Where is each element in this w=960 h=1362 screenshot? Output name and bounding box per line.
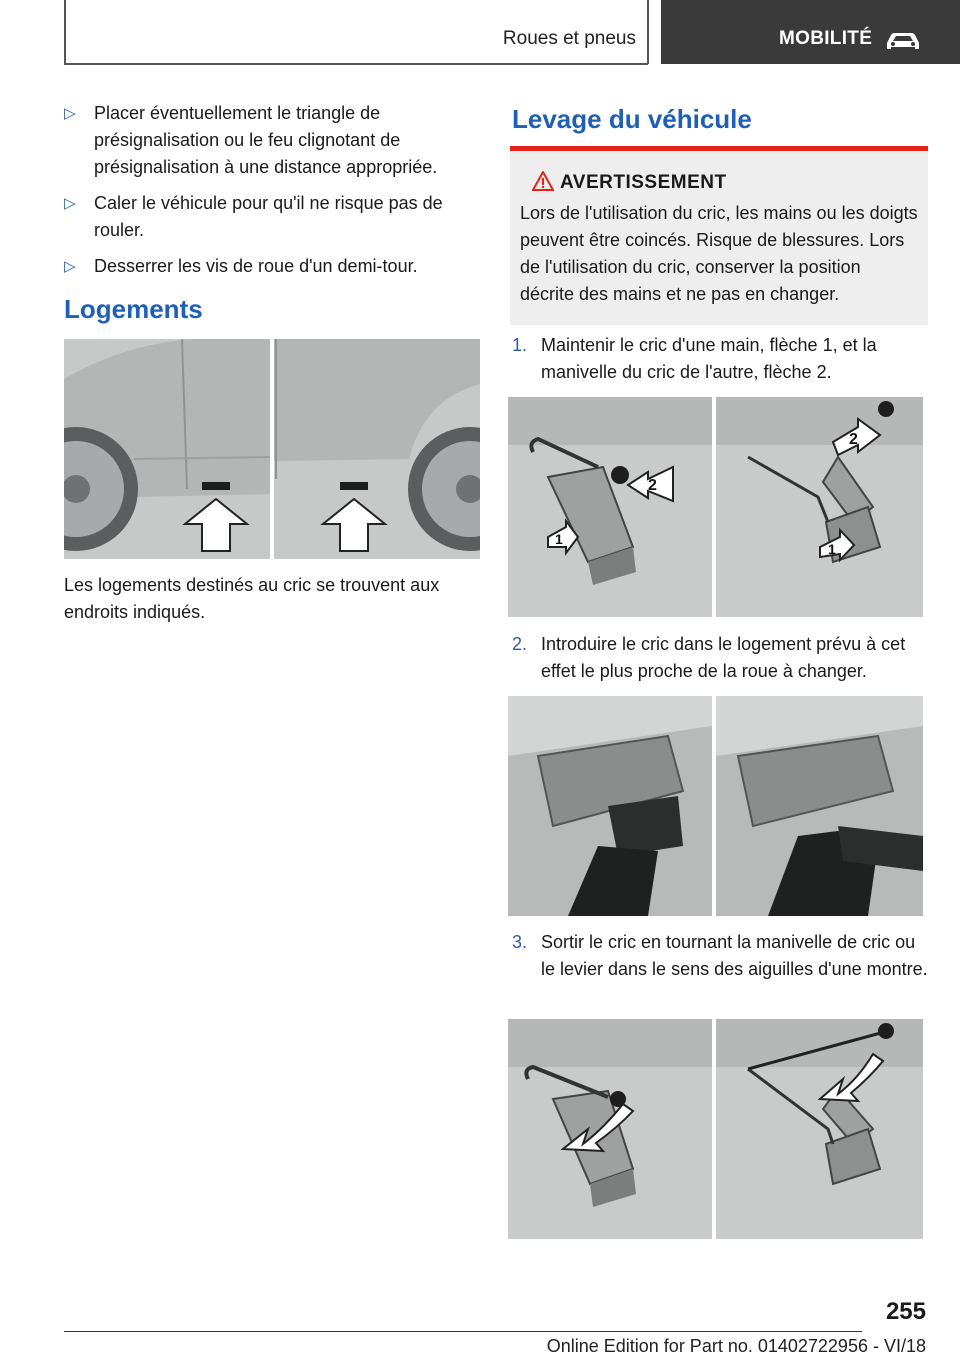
step-1 (512, 332, 930, 386)
step-text: Introduire le cric dans le logement prévu à cet effet le plus proche de la roue à changer. (541, 634, 906, 681)
section-title: Roues et pneus (502, 28, 636, 49)
arrow-label-2: 2 (849, 431, 858, 448)
bullet-triangle-icon: ▷ (64, 105, 76, 122)
heading-logements: Logements (64, 294, 203, 324)
heading-levage: Levage du véhicule (512, 104, 752, 134)
bullet-text: Desserrer les vis de roue d'un demi-tour. (94, 256, 418, 276)
warning-title-row (520, 169, 918, 196)
warning-text: Lors de l'utilisation du cric, les mains ou les doigts peuvent être coincés. Risque de blessures. Lors de l'utilisation du cric, conserver la position décrite des mains et ne pas en changer. (520, 203, 918, 304)
car-icon (883, 28, 923, 52)
step-number: 3. (512, 932, 528, 952)
figure-caption: Les logements destinés au cric se trouvent aux endroits indiqués. (64, 575, 440, 622)
step-number: 1. (512, 335, 528, 355)
jack-crank-illustration (508, 1019, 923, 1239)
bullet-text: Placer éventuellement le triangle de présignalisation ou le feu clignotant de présignalisation à une distance appropriée. (94, 103, 438, 177)
jack-insertion-illustration (508, 696, 923, 916)
list-item (64, 253, 478, 280)
bullet-triangle-icon: ▷ (64, 258, 76, 275)
edition-footer: Online Edition for Part no. 01402722956 - VI/18 (546, 1336, 926, 1356)
warning-box (510, 151, 928, 325)
header-left-rule (64, 0, 66, 64)
warning-triangle-icon (532, 171, 554, 191)
list-item (64, 100, 478, 181)
footer-rule (64, 1331, 862, 1332)
bullet-text: Caler le véhicule pour qu'il ne risque pas de rouler. (94, 193, 443, 240)
step-number: 2. (512, 634, 528, 654)
page-number: 255 (885, 1298, 926, 1325)
arrow-label-1: 1 (828, 541, 836, 557)
chapter-tab-label: MOBILITÉ (779, 28, 873, 49)
step-2 (512, 631, 930, 685)
header-right-rule (647, 0, 649, 64)
list-item (64, 190, 478, 244)
left-bullet-list (64, 100, 478, 289)
step-3 (512, 929, 930, 983)
warning-title: AVERTISSEMENT (560, 172, 727, 193)
bullet-triangle-icon: ▷ (64, 195, 76, 212)
jack-handling-illustration (508, 397, 923, 617)
step-text: Maintenir le cric d'une main, flèche 1, et la manivelle du cric de l'autre, flèche 2. (541, 335, 877, 382)
chapter-tab[interactable] (661, 0, 960, 64)
header-bottom-rule (64, 63, 648, 65)
arrow-label-1: 1 (555, 531, 563, 547)
step-text: Sortir le cric en tournant la manivelle de cric ou le levier dans le sens des aiguilles d'une montre. (541, 932, 928, 979)
jacking-points-illustration (64, 339, 480, 559)
arrow-label-2: 2 (648, 477, 657, 494)
